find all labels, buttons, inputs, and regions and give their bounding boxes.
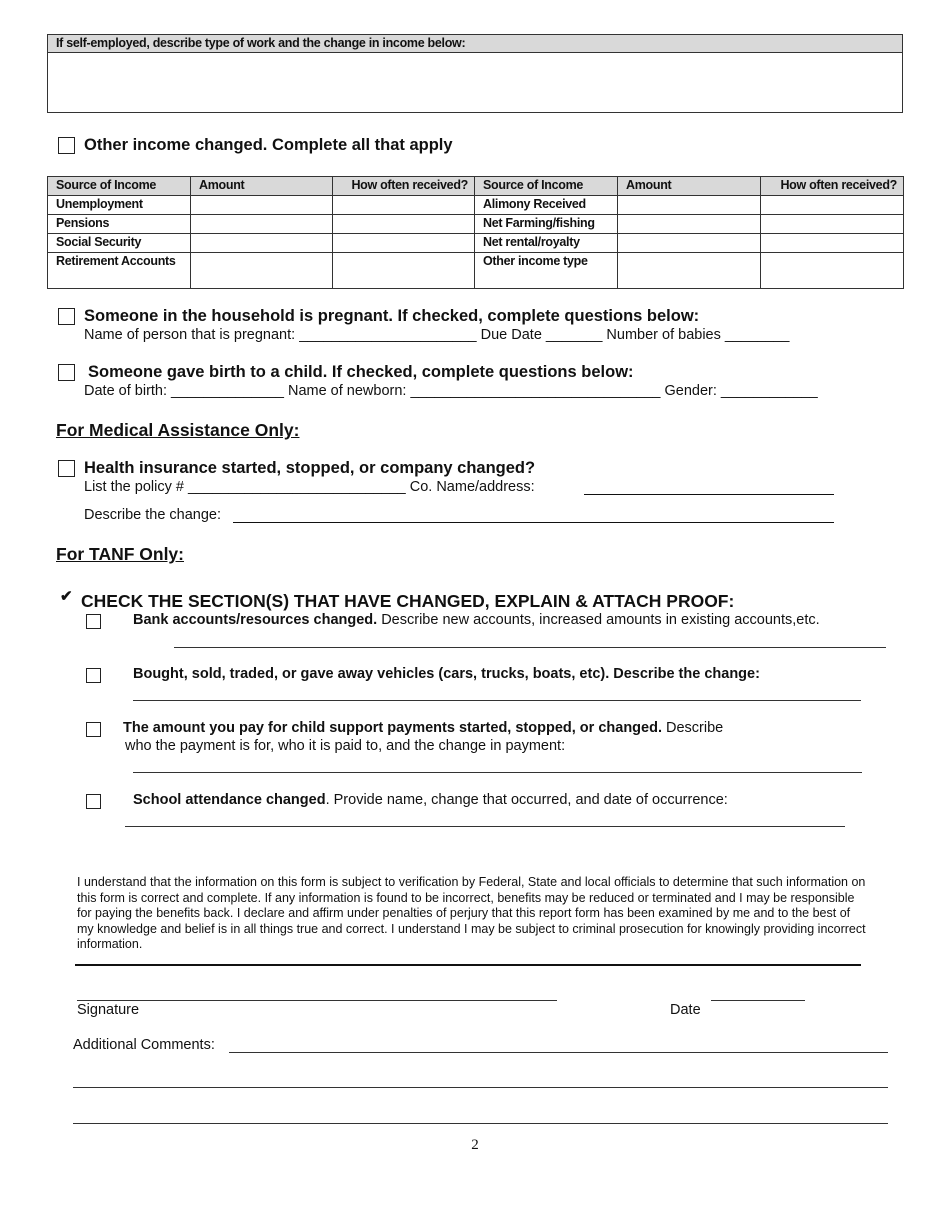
tanf-heading: For TANF Only: (56, 544, 184, 564)
describe-change-label: Describe the change: (84, 507, 222, 523)
header-source-1: Source of Income (48, 177, 191, 196)
header-amount-1: Amount (191, 177, 333, 196)
child-support-label (123, 720, 723, 736)
how-often-cell[interactable] (761, 215, 904, 234)
other-income-label: Other income changed. Complete all that apply (84, 136, 453, 154)
header-source-2: Source of Income (475, 177, 618, 196)
self-employed-textarea[interactable] (48, 53, 902, 113)
school-attendance-rest: . Provide name, change that occurred, and date of occurrence: (325, 792, 728, 808)
vehicles-answer-line[interactable] (133, 700, 861, 701)
amount-cell[interactable] (191, 253, 333, 289)
source-cell: Alimony Received (475, 196, 618, 215)
birth-checkbox[interactable] (58, 364, 75, 381)
comments-line-3[interactable] (73, 1123, 888, 1124)
policy-line[interactable] (84, 479, 535, 495)
child-support-answer-line[interactable] (133, 772, 862, 773)
insurance-checkbox[interactable] (58, 460, 75, 477)
company-name-field[interactable] (584, 494, 834, 495)
school-attendance-checkbox[interactable] (86, 794, 101, 809)
school-attendance-bold: School attendance changed (133, 792, 326, 808)
how-often-cell[interactable] (333, 234, 475, 253)
page-number: 2 (471, 1137, 479, 1153)
self-employed-header: If self-employed, describe type of work and the change in income below: (48, 35, 902, 53)
other-income-checkbox[interactable] (58, 137, 75, 154)
vehicles-checkbox[interactable] (86, 668, 101, 683)
school-attendance-answer-line[interactable] (125, 826, 845, 827)
header-amount-2: Amount (618, 177, 761, 196)
medical-heading: For Medical Assistance Only: (56, 420, 300, 440)
child-support-checkbox[interactable] (86, 722, 101, 737)
table-row (48, 234, 904, 253)
bank-accounts-rest: Describe new accounts, increased amounts in existing accounts,etc. (377, 612, 820, 628)
date-field[interactable] (711, 1000, 805, 1001)
comments-line-1[interactable] (229, 1052, 888, 1053)
income-table-header-row (48, 177, 904, 196)
header-how-often-1: How often received? (333, 177, 475, 196)
child-support-line2: who the payment is for, who it is paid to, and the change in payment: (125, 738, 566, 754)
amount-cell[interactable] (618, 215, 761, 234)
source-cell: Social Security (48, 234, 191, 253)
source-cell: Other income type (475, 253, 618, 289)
amount-cell[interactable] (191, 215, 333, 234)
header-how-often-2: How often received? (761, 177, 904, 196)
tanf-check-heading: CHECK THE SECTION(S) THAT HAVE CHANGED, EXPLAIN & ATTACH PROOF: (81, 591, 735, 611)
describe-change-field[interactable] (233, 522, 834, 523)
child-support-rest: Describe (661, 720, 724, 736)
vehicles-label (133, 666, 760, 682)
how-often-cell[interactable] (761, 234, 904, 253)
source-cell: Unemployment (48, 196, 191, 215)
table-row (48, 253, 904, 289)
birth-fields-line[interactable]: Date of birth: ______________ Name of newborn: _______________________________ Gender: ____________ (84, 383, 818, 399)
bank-accounts-label (133, 612, 820, 628)
source-cell: Retirement Accounts (48, 253, 191, 289)
insurance-title: Health insurance started, stopped, or company changed? (84, 459, 536, 477)
bank-accounts-bold: Bank accounts/resources changed. (133, 612, 378, 628)
source-cell: Pensions (48, 215, 191, 234)
table-row (48, 196, 904, 215)
school-attendance-label (133, 792, 728, 808)
signature-label: Signature (77, 1002, 140, 1018)
amount-cell[interactable] (618, 196, 761, 215)
comments-line-2[interactable] (73, 1087, 888, 1088)
amount-cell[interactable] (618, 253, 761, 289)
amount-cell[interactable] (191, 234, 333, 253)
disclaimer-text: I understand that the information on this form is subject to verification by Federal, State and local officials to determine that such information on this form is correct and complete. If any information is found to be incorrect, benefits may be reduced or terminated and I may be responsible for paying the benefits back. I declare and affirm under penalties of perjury that this report form has been examined by me and to the best of my knowledge and belief is in all things true and correct. I understand I may be subject to criminal prosecution for knowingly providing incorrect information. (77, 875, 866, 951)
pregnant-title: Someone in the household is pregnant. If checked, complete questions below: (84, 307, 700, 325)
child-support-bold: The amount you pay for child support payments started, stopped, or changed. (123, 720, 662, 736)
birth-title: Someone gave birth to a child. If checked, complete questions below: (88, 363, 634, 381)
vehicles-bold: Bought, sold, traded, or gave away vehicles (cars, trucks, boats, etc). Describe the change: (133, 666, 760, 682)
source-cell: Net rental/royalty (475, 234, 618, 253)
disclaimer-divider (75, 964, 861, 966)
pregnant-checkbox[interactable] (58, 308, 75, 325)
pregnant-fields-line[interactable]: Name of person that is pregnant: ______________________ Due Date _______ Number of babies ________ (84, 327, 790, 343)
amount-cell[interactable] (618, 234, 761, 253)
comments-label: Additional Comments: (73, 1037, 215, 1053)
self-employed-box (47, 34, 903, 113)
income-table (47, 176, 904, 289)
how-often-cell[interactable] (761, 253, 904, 289)
bank-accounts-checkbox[interactable] (86, 614, 101, 629)
table-row (48, 215, 904, 234)
how-often-cell[interactable] (333, 253, 475, 289)
bank-accounts-answer-line[interactable] (174, 647, 886, 648)
how-often-cell[interactable] (333, 196, 475, 215)
how-often-cell[interactable] (761, 196, 904, 215)
how-often-cell[interactable] (333, 215, 475, 234)
signature-field[interactable] (77, 1000, 557, 1001)
amount-cell[interactable] (191, 196, 333, 215)
source-cell: Net Farming/fishing (475, 215, 618, 234)
policy-label: List the policy # ___________________________ Co. Name/address: (84, 479, 535, 495)
date-label: Date (670, 1002, 701, 1018)
check-mark-icon: ✔ (60, 588, 73, 605)
